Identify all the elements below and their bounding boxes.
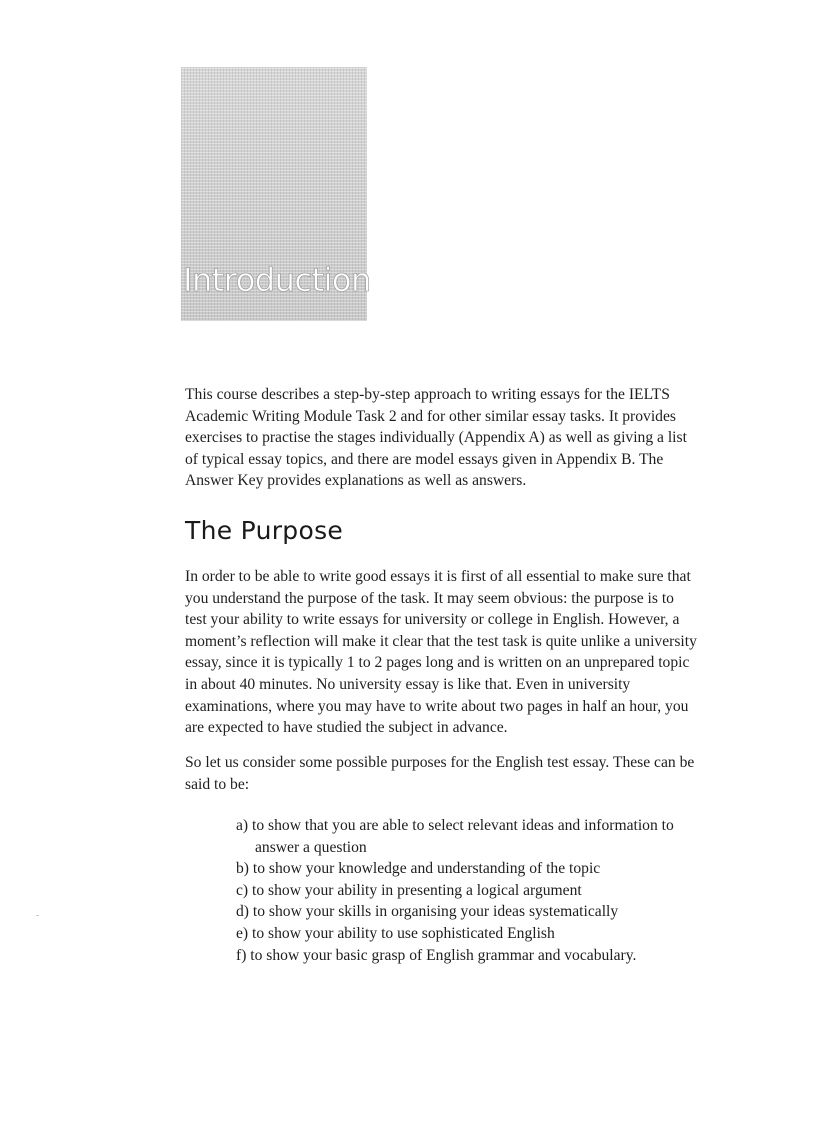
list-item-text: f) to show your basic grasp of English grammar and vocabulary. [236, 946, 637, 964]
purpose-list [236, 815, 736, 966]
paragraph-line: test your ability to write essays for university or college in English. However, a [185, 611, 680, 629]
paragraph-line: In order to be able to write good essays it is first of all essential to make sure that [185, 568, 691, 585]
list-item-text: d) to show your skills in organising your ideas systematically [236, 903, 619, 921]
paragraph-line: examinations, where you may have to write about two pages in half an hour, you [185, 697, 689, 715]
scan-mark [36, 915, 39, 916]
paragraph-line: exercises to practise the stages individually (Appendix A) as well as giving a list [185, 429, 687, 447]
intro-paragraph [185, 384, 745, 492]
paragraph-line: you understand the purpose of the task. It may seem obvious: the purpose is to [185, 589, 674, 607]
paragraph-line: of typical essay topics, and there are model essays given in Appendix B. The [185, 450, 664, 468]
list-item [236, 858, 736, 880]
list-item-text: e) to show your ability to use sophisticated English [236, 924, 555, 942]
paragraph-line: essay, since it is typically 1 to 2 pages long and is written on an unprepared topic [185, 654, 690, 672]
paragraph-line: Answer Key provides explanations as well as answers. [185, 472, 527, 490]
list-item-text: a) to show that you are able to select relevant ideas and information to [236, 817, 674, 834]
paragraph-line: are expected to have studied the subject in advance. [185, 719, 508, 737]
paragraph-line: This course describes a step-by-step approach to writing essays for the IELTS [185, 386, 670, 403]
list-item [236, 945, 736, 967]
list-item-continuation: answer a question [255, 838, 367, 856]
purpose-paragraph [185, 566, 745, 739]
paragraph-line: Academic Writing Module Task 2 and for other similar essay tasks. It provides [185, 407, 676, 425]
chapter-title: Introduction [183, 261, 371, 299]
paragraph-line: moment’s reflection will make it clear that the test task is quite unlike a university [185, 632, 697, 650]
list-item-text: c) to show your ability in presenting a logical argument [236, 881, 582, 899]
paragraph-line: So let us consider some possible purposes for the English test essay. These can be [185, 754, 695, 771]
paragraph-line: said to be: [185, 775, 250, 793]
list-item [236, 880, 736, 902]
list-item [236, 815, 736, 858]
list-item-text: b) to show your knowledge and understanding of the topic [236, 860, 601, 878]
lead-in-paragraph [185, 752, 745, 795]
list-item [236, 901, 736, 923]
paragraph-line: in about 40 minutes. No university essay is like that. Even in university [185, 675, 631, 693]
chapter-header-block [181, 67, 371, 321]
list-item [236, 923, 736, 945]
section-heading: The Purpose [185, 516, 344, 545]
